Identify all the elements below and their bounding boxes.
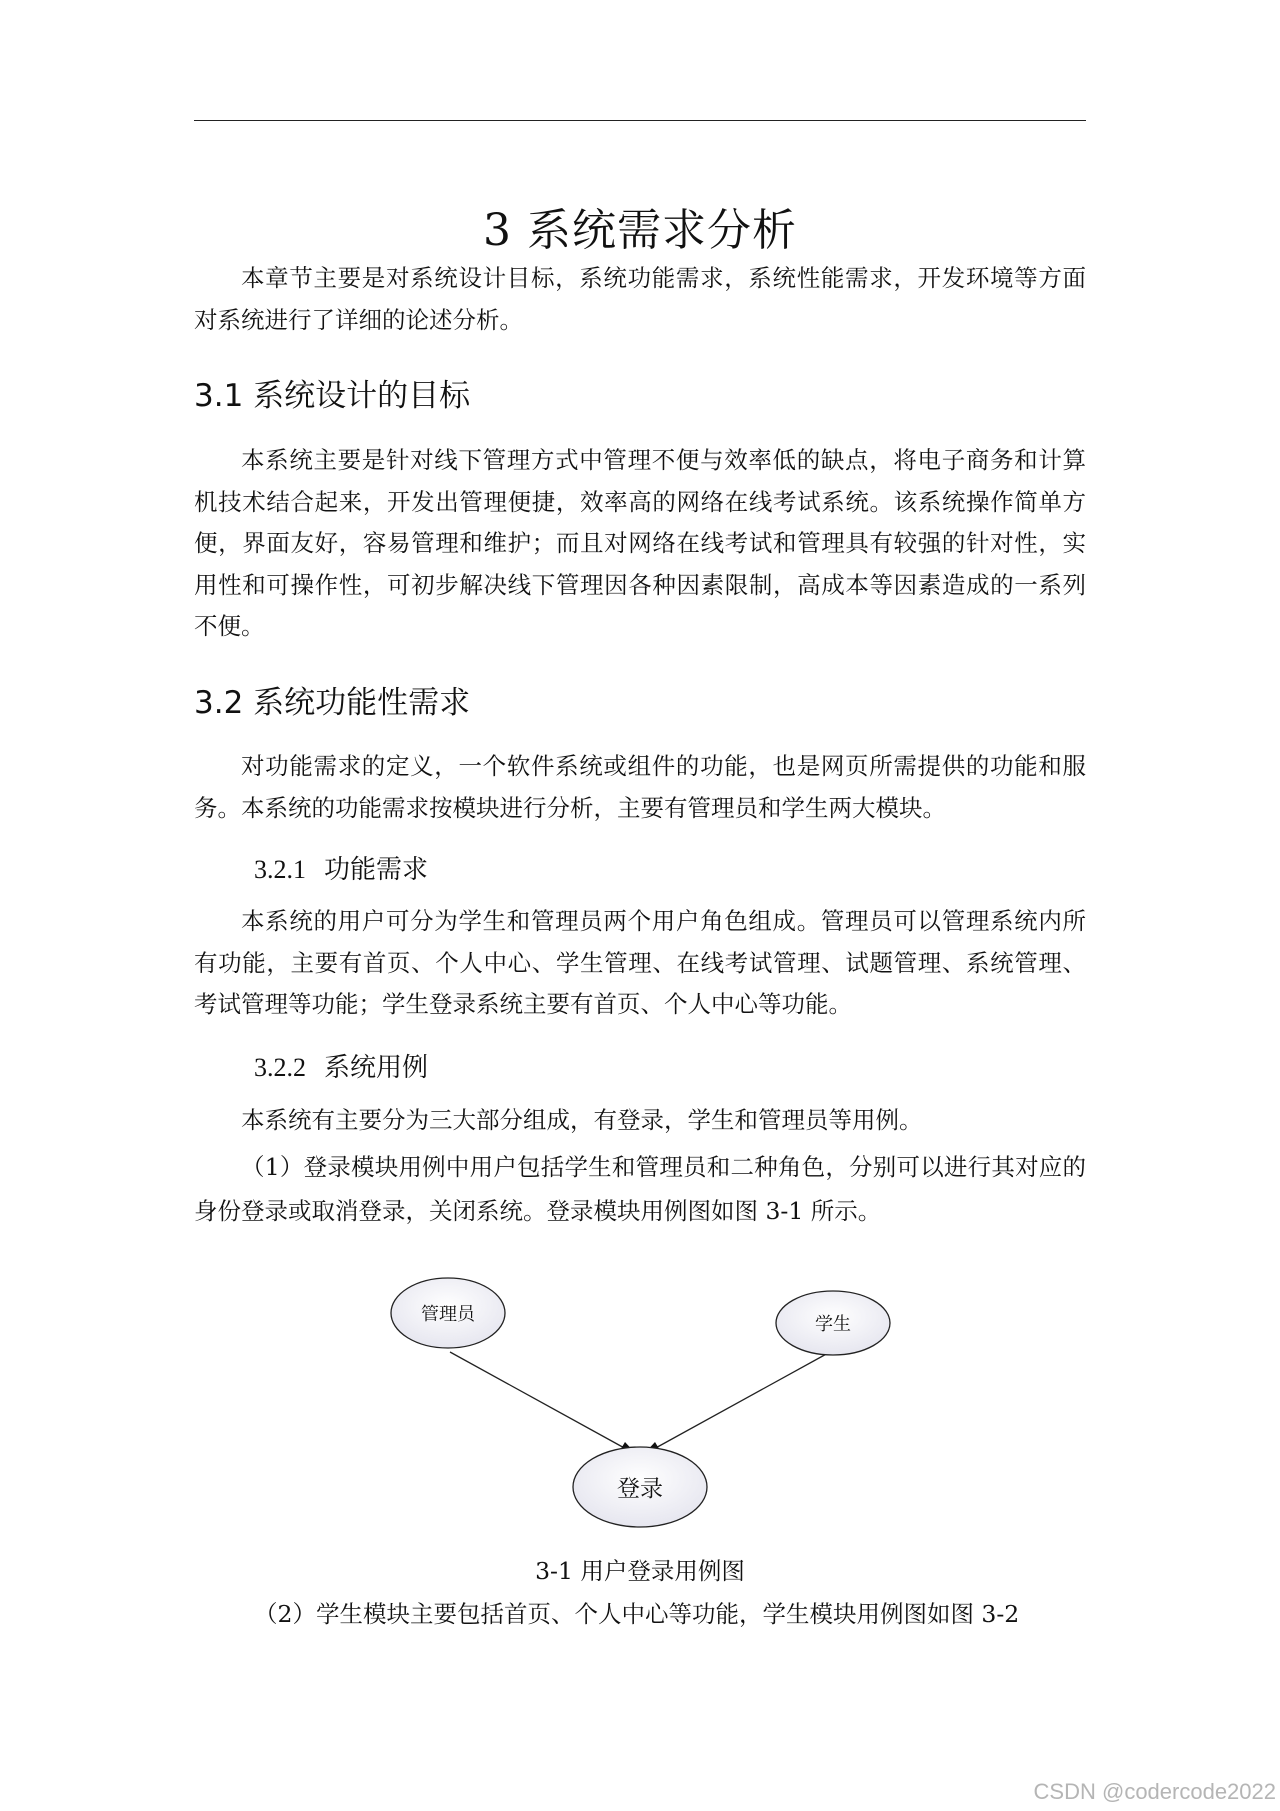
intro-paragraph: 本章节主要是对系统设计目标，系统功能需求，系统性能需求，开发环境等方面对系统进行了详细的论述分析。 <box>194 264 1086 334</box>
subsection-3-2-2-paragraph: 本系统有主要分为三大部分组成，有登录，学生和管理员等用例。 <box>241 1106 923 1134</box>
subsection-number: 3.2.2 <box>254 1053 306 1082</box>
section-heading-3-1: 3.1 系统设计的目标 <box>194 378 471 414</box>
admin-association-line <box>450 1352 628 1450</box>
usecase-login-label: 登录 <box>617 1476 663 1502</box>
item-2-paragraph: （2）学生模块主要包括首页、个人中心等功能，学生模块用例图如图 3-2 <box>254 1600 1020 1628</box>
subsection-heading-3-2-1 <box>254 849 428 886</box>
subsection-title: 系统用例 <box>324 1053 429 1083</box>
item-1-paragraph: （1）登录模块用例中用户包括学生和管理员和二种角色，分别可以进行其对应的身份登录或取消登录，关闭系统。登录模块用例图如图 3-1 所示。 <box>194 1153 1086 1225</box>
section-3-1-paragraph: 本系统主要是针对线下管理方式中管理不便与效率低的缺点，将电子商务和计算机技术结合起来，开发出管理便捷，效率高的网络在线考试系统。该系统操作简单方便，界面友好，容易管理和维护；而且对网络在线考试和管理具有较强的针对性，实用性和可操作性，可初步解决线下管理因各种因素限制，高成本等因素造成的一系列不便。 <box>194 446 1086 640</box>
student-association-line <box>652 1352 830 1450</box>
login-usecase-diagram <box>380 1270 900 1540</box>
section-heading-3-2: 3.2 系统功能性需求 <box>194 685 471 721</box>
chapter-title: 3 系统需求分析 <box>483 205 797 257</box>
actor-student-label: 学生 <box>815 1314 851 1335</box>
actor-admin-label: 管理员 <box>421 1304 475 1325</box>
subsection-3-2-1-paragraph: 本系统的用户可分为学生和管理员两个用户角色组成。管理员可以管理系统内所有功能，主要有首页、个人中心、学生管理、在线考试管理、试题管理、系统管理、考试管理等功能；学生登录系统主要有首页、个人中心等功能。 <box>194 907 1086 1018</box>
subsection-title: 功能需求 <box>324 855 429 885</box>
subsection-heading-3-2-2 <box>254 1047 428 1084</box>
figure-caption: 3-1 用户登录用例图 <box>535 1557 745 1585</box>
watermark: CSDN @codercode2022 <box>1033 1779 1276 1804</box>
subsection-number: 3.2.1 <box>254 855 306 884</box>
section-3-2-paragraph: 对功能需求的定义，一个软件系统或组件的功能，也是网页所需提供的功能和服务。本系统的功能需求按模块进行分析，主要有管理员和学生两大模块。 <box>194 752 1086 822</box>
header-rule <box>194 120 1086 121</box>
